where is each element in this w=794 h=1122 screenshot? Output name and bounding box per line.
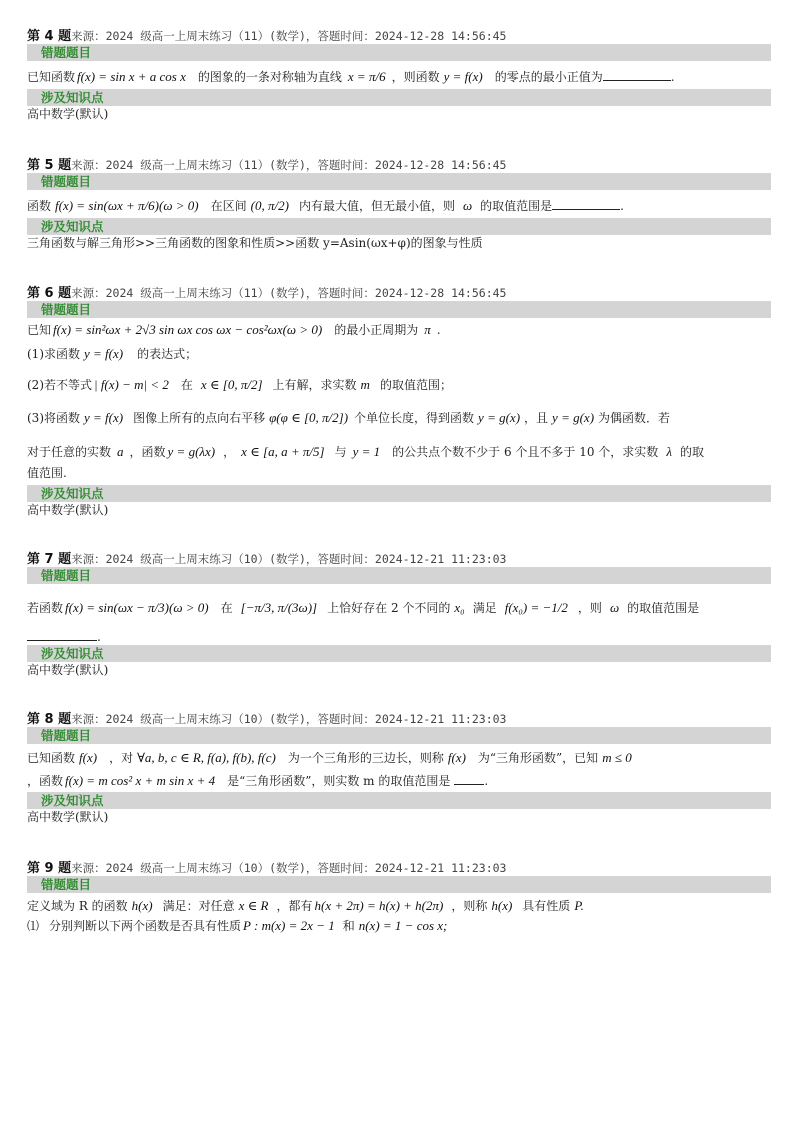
question-8	[27, 711, 771, 826]
question-text-line: (1)求函数 y = f(x) 的表达式；	[27, 346, 198, 361]
wrong-question-bar: 错题题目	[27, 876, 771, 893]
question-header	[27, 285, 771, 301]
question-number: 第 8 题	[27, 712, 72, 727]
question-text-line: ，函数 f(x) = m cos² x + m sin x + 4 是“三角形函数”，则实数 m 的取值范围是 .	[27, 773, 489, 788]
knowledge-text: 三角函数与解三角形>>三角函数的图象和性质>>函数 y=Asin(ωx+φ)的图象与性质	[27, 236, 483, 250]
question-text-line: 值范围.	[27, 466, 67, 480]
question-header	[27, 711, 771, 727]
wrong-question-bar: 错题题目	[27, 44, 771, 61]
question-9	[27, 860, 771, 937]
question-header	[27, 860, 771, 876]
knowledge-bar: 涉及知识点	[27, 485, 771, 502]
question-number: 第 6 题	[27, 286, 72, 301]
question-meta: 来源：2024 级高一上周末练习（10）(数学)，答题时间：2024-12-21 11:23:03	[71, 552, 507, 566]
question-text-line: ⑴ 分别判断以下两个函数是否具有性质 P : m(x) = 2x − 1 和 n(x) = 1 − cos x;	[27, 918, 448, 933]
question-6	[27, 285, 771, 519]
question-meta: 来源：2024 级高一上周末练习（11）(数学)，答题时间：2024-12-28 14:56:45	[71, 286, 507, 300]
answer-blank	[454, 772, 484, 785]
question-number: 第 5 题	[27, 158, 72, 173]
wrong-question-bar: 错题题目	[27, 173, 771, 190]
knowledge-text: 高中数学(默认)	[27, 810, 109, 824]
wrong-question-bar: 错题题目	[27, 567, 771, 584]
question-meta: 来源：2024 级高一上周末练习（11）(数学)，答题时间：2024-12-28 14:56:45	[71, 29, 507, 43]
answer-blank	[603, 68, 671, 81]
question-4	[27, 28, 771, 123]
question-text-line: 已知 f(x) = sin²ωx + 2√3 sin ωx cos ωx − cos²ωx(ω > 0) 的最小正周期为 π .	[27, 322, 441, 337]
knowledge-text: 高中数学(默认)	[27, 503, 109, 517]
question-text-line: .	[27, 628, 771, 645]
knowledge-bar: 涉及知识点	[27, 218, 771, 235]
question-text-line: 已知函数 f(x) ，对 ∀a, b, c ∈ R, f(a), f(b), f(c) 为一个三角形的三边长，则称 f(x) 为“三角形函数”，已知 m ≤ 0	[27, 750, 632, 765]
question-text-line: 对于任意的实数 a ，函数 y = g(λx) ， x ∈ [a, a + π/5] 与 y = 1 的公共点个数不少于 6 个且不多于 10 个，求实数 λ 的取	[27, 444, 704, 459]
question-header	[27, 28, 771, 44]
question-meta: 来源：2024 级高一上周末练习（11）(数学)，答题时间：2024-12-28 14:56:45	[71, 158, 507, 172]
wrong-question-bar: 错题题目	[27, 727, 771, 744]
wrong-question-bar: 错题题目	[27, 301, 771, 318]
knowledge-bar: 涉及知识点	[27, 645, 771, 662]
question-number: 第 4 题	[27, 29, 72, 44]
question-7	[27, 551, 771, 679]
question-meta: 来源：2024 级高一上周末练习（10）(数学)，答题时间：2024-12-21 11:23:03	[71, 712, 507, 726]
question-text-line: (3)将函数 y = f(x) 图像上所有的点向右平移 φ(φ ∈ [0, π/2]) 个单位长度，得到函数 y = g(x) ，且 y = g(x) 为偶函数．若	[27, 410, 671, 425]
question-text-line: 若函数 f(x) = sin(ωx − π/3)(ω > 0) 在 [−π/3, π/(3ω)] 上恰好存在 2 个不同的 x₀ 满足 f(x₀) = −1/2 ，则 ω 的取值范围是	[27, 600, 700, 615]
answer-blank	[552, 197, 620, 210]
question-5	[27, 157, 771, 252]
question-number: 第 9 题	[27, 861, 72, 876]
question-header	[27, 551, 771, 567]
knowledge-bar: 涉及知识点	[27, 89, 771, 106]
document	[27, 28, 771, 937]
knowledge-bar: 涉及知识点	[27, 792, 771, 809]
question-text-line: (2)若不等式 | f(x) − m| < 2 在 x ∈ [0, π/2] 上有解，求实数 m 的取值范围；	[27, 377, 452, 392]
question-number: 第 7 题	[27, 552, 72, 567]
question-meta: 来源：2024 级高一上周末练习（10）(数学)，答题时间：2024-12-21 11:23:03	[71, 861, 507, 875]
knowledge-text: 高中数学(默认)	[27, 663, 109, 677]
question-text-line: 已知函数 f(x) = sin x + a cos x 的图象的一条对称轴为直线 x = π/6 ，则函数 y = f(x) 的零点的最小正值为 .	[27, 69, 675, 84]
question-text-line: 定义域为 R 的函数 h(x) 满足：对任意 x ∈ R ，都有 h(x + 2π) = h(x) + h(2π) ，则称 h(x) 具有性质 P.	[27, 898, 584, 913]
knowledge-text: 高中数学(默认)	[27, 107, 109, 121]
answer-blank	[27, 628, 97, 641]
question-text-line: 函数 f(x) = sin(ωx + π/6)(ω > 0) 在区间 (0, π/2) 内有最大值，但无最小值，则 ω 的取值范围是 .	[27, 198, 624, 213]
question-header	[27, 157, 771, 173]
